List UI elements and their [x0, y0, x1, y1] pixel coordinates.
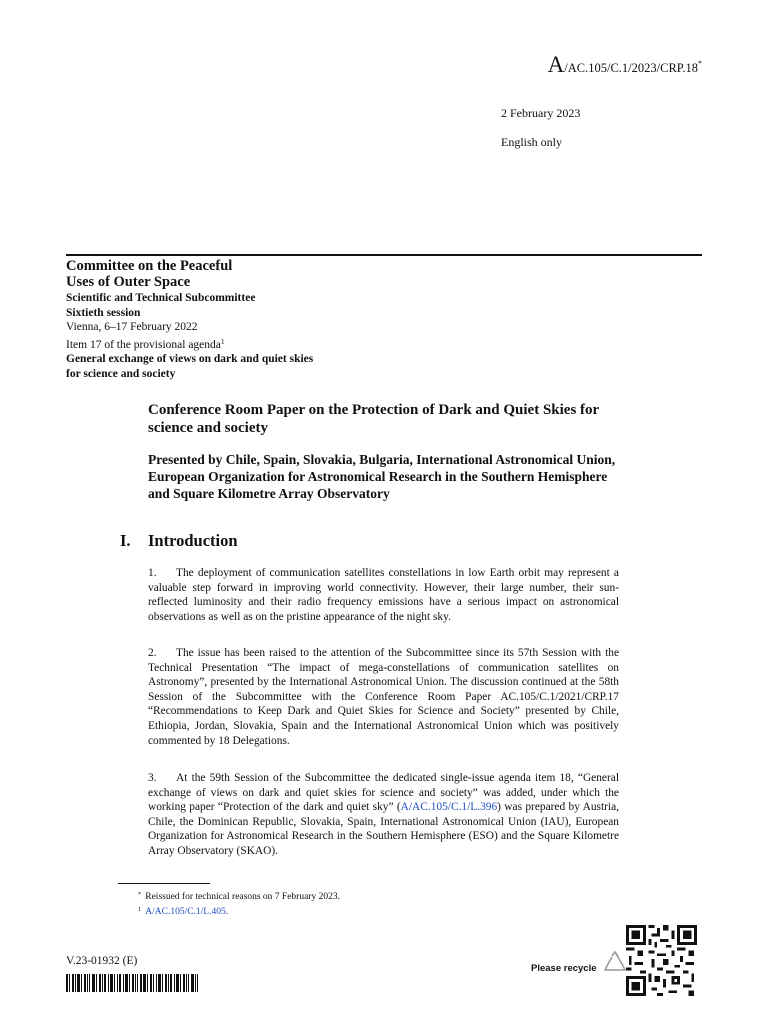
meeting-info	[66, 291, 313, 382]
paper-title: Conference Room Paper on the Protection of Dark and Quiet Skies for science and society	[148, 402, 599, 436]
paragraph-1	[148, 566, 619, 624]
paragraph-number: 2.	[148, 647, 157, 659]
section-number: I.	[120, 531, 131, 550]
session: Sixtieth session	[66, 306, 141, 319]
presented-by: Presented by Chile, Spain, Slovakia, Bulgaria, International Astronomical Union, European Organization for Astronomical Research in the Southern Hemisphere and Square Kilometre Array Observatory	[148, 452, 616, 501]
document-symbol	[548, 52, 702, 78]
agenda-title-line-1: General exchange of views on dark and quiet skies	[66, 353, 314, 366]
paragraph-3	[148, 771, 619, 859]
venue: Vienna, 6–17 February 2022	[66, 321, 198, 334]
symbol-prefix: A	[547, 52, 565, 77]
footnote-rule	[118, 883, 210, 884]
footnote-tail: .	[225, 907, 229, 917]
paragraph-text: The issue has been raised to the attention of the Subcommittee since its 57th Session with the Technical Presentation “The impact of mega-constellations of communication satellites on Astronomy”, presented by the International Astronomical Union. The discussion continued at the 58th Session of the Subcommittee with the Conference Room Paper AC.105/C.1/2021/CRP.17 “Recommendations to Keep Dark and Quiet Skies for Science and Society” presented by Chile, Ethiopia, Jordan, Slovakia, Spain and the International Astronomical Union which was positively commented by 18 Delegations.	[148, 647, 619, 747]
paragraph-text: At the 59th Session of the Subcommittee the dedicated single-issue agenda item 18, “General exchange of views on dark and quiet skies for science and society” was added, under which the working paper “Protection of the dark and quiet sky” (	[148, 772, 619, 814]
footnote-2	[138, 906, 228, 917]
footnote-mark: 1	[138, 906, 142, 913]
document-language: English only	[501, 135, 563, 149]
committee-name	[66, 258, 232, 290]
paragraph-text: The deployment of communication satellites constellations in low Earth orbit may represent a valuable step forward in improving world connectivity. However, their large number, their sun-reflected luminosity and their radio frequency emissions have a serious impact on astronomical observations as well as on the pristine appearance of the night sky.	[148, 567, 619, 623]
agenda-footnote-mark: 1	[220, 336, 225, 346]
qr-code	[626, 925, 697, 996]
footnote-mark: *	[138, 891, 142, 898]
committee-line-2: Uses of Outer Space	[66, 274, 191, 290]
committee-line-1: Committee on the Peaceful	[66, 258, 233, 274]
agenda-title-line-2: for science and society	[66, 367, 176, 380]
recycle-label: Please recycle	[531, 963, 597, 974]
document-link-l396[interactable]: A/AC.105/C.1/L.396	[400, 801, 498, 814]
paragraph-number: 1.	[148, 567, 157, 579]
symbol-rest: /AC.105/C.1/2023/CRP.18	[564, 61, 698, 75]
paragraph-2	[148, 646, 619, 748]
paragraph-text-continued: ) was prepared by Austria, Chile, the Dominican Republic, Slovakia, Spain, International Astronomical Union (IAU), European Organization for Astronomical Research in the Southern Hemisphere (ESO) and the Square Kilometre Array Observatory (SKAO).	[148, 801, 619, 857]
recycle-icon	[603, 951, 627, 975]
agenda-item	[66, 335, 313, 353]
footnote-text: Reissued for technical reasons on 7 February 2023.	[145, 892, 340, 902]
document-date: 2 February 2023	[501, 106, 581, 120]
barcode	[66, 974, 198, 992]
paragraph-number: 3.	[148, 772, 157, 784]
subcommittee: Scientific and Technical Subcommittee	[66, 292, 256, 304]
section-heading	[120, 531, 238, 551]
section-title: Introduction	[148, 531, 238, 550]
footnote-1	[138, 891, 340, 902]
document-number: V.23-01932 (E)	[66, 955, 138, 967]
agenda-item-text: Item 17 of the provisional agenda	[66, 338, 221, 351]
document-link-l405[interactable]: A/AC.105/C.1/L.405	[145, 907, 226, 917]
header-rule	[66, 254, 702, 256]
symbol-footnote-mark: *	[698, 59, 702, 68]
